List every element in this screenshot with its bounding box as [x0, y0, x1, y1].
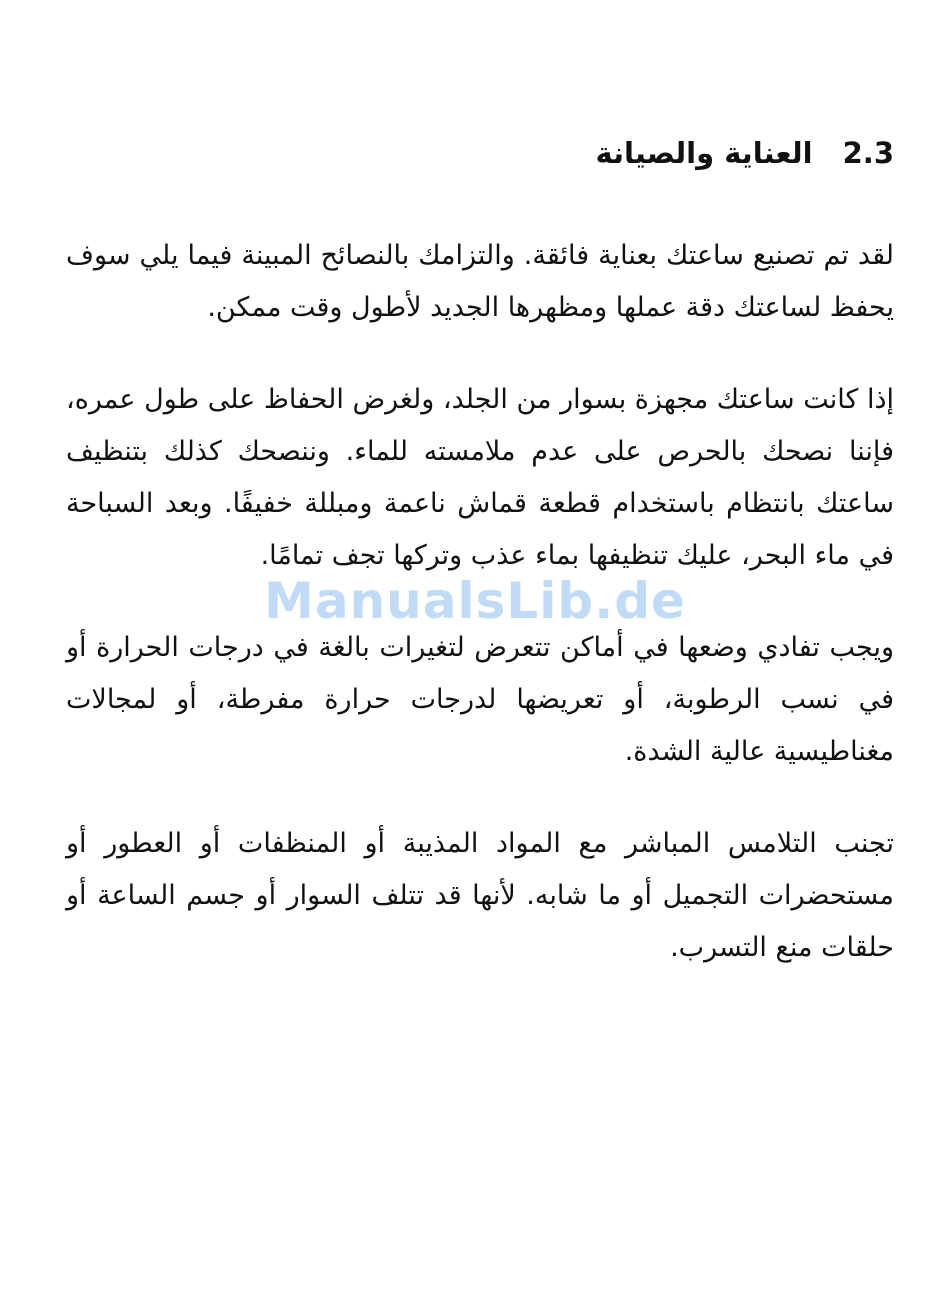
- section-number: 2.3: [842, 136, 894, 170]
- paragraph-care-intro: لقد تم تصنيع ساعتك بعناية فائقة. والتزامك بالنصائح المبينة فيما يلي سوف يحفظ لساعتك دقة عملها ومظهرها الجديد لأطول وقت ممكن.: [66, 240, 894, 323]
- section-title: العناية والصيانة: [595, 136, 813, 170]
- section-heading: [66, 128, 894, 178]
- paragraph-chemicals-warning: تجنب التلامس المباشر مع المواد المذيبة أو المنظفات أو العطور أو مستحضرات التجميل أو ما شابه. لأنها قد تتلف السوار أو جسم الساعة أو حلقات منع التسرب.: [66, 828, 894, 963]
- paragraph-temperature-humidity: ويجب تفادي وضعها في أماكن تتعرض لتغيرات بالغة في درجات الحرارة أو في نسب الرطوبة، أو تعريضها لدرجات حرارة مفرطة، أو لمجالات مغناطيسية عالية الشدة.: [66, 632, 894, 767]
- document-page: [66, 128, 894, 1014]
- watermark-logo: ManualsLib.de: [264, 572, 686, 630]
- paragraph-leather-strap: إذا كانت ساعتك مجهزة بسوار من الجلد، ولغرض الحفاظ على طول عمره، فإننا نصحك بالحرص على عدم ملامسته للماء. وننصحك كذلك بتنظيف ساعتك بانتظام باستخدام قطعة قماش ناعمة ومبللة خفيفًا. وبعد السباحة في ماء البحر، عليك تنظيفها بماء عذب وتركها تجف تمامًا.: [66, 384, 894, 571]
